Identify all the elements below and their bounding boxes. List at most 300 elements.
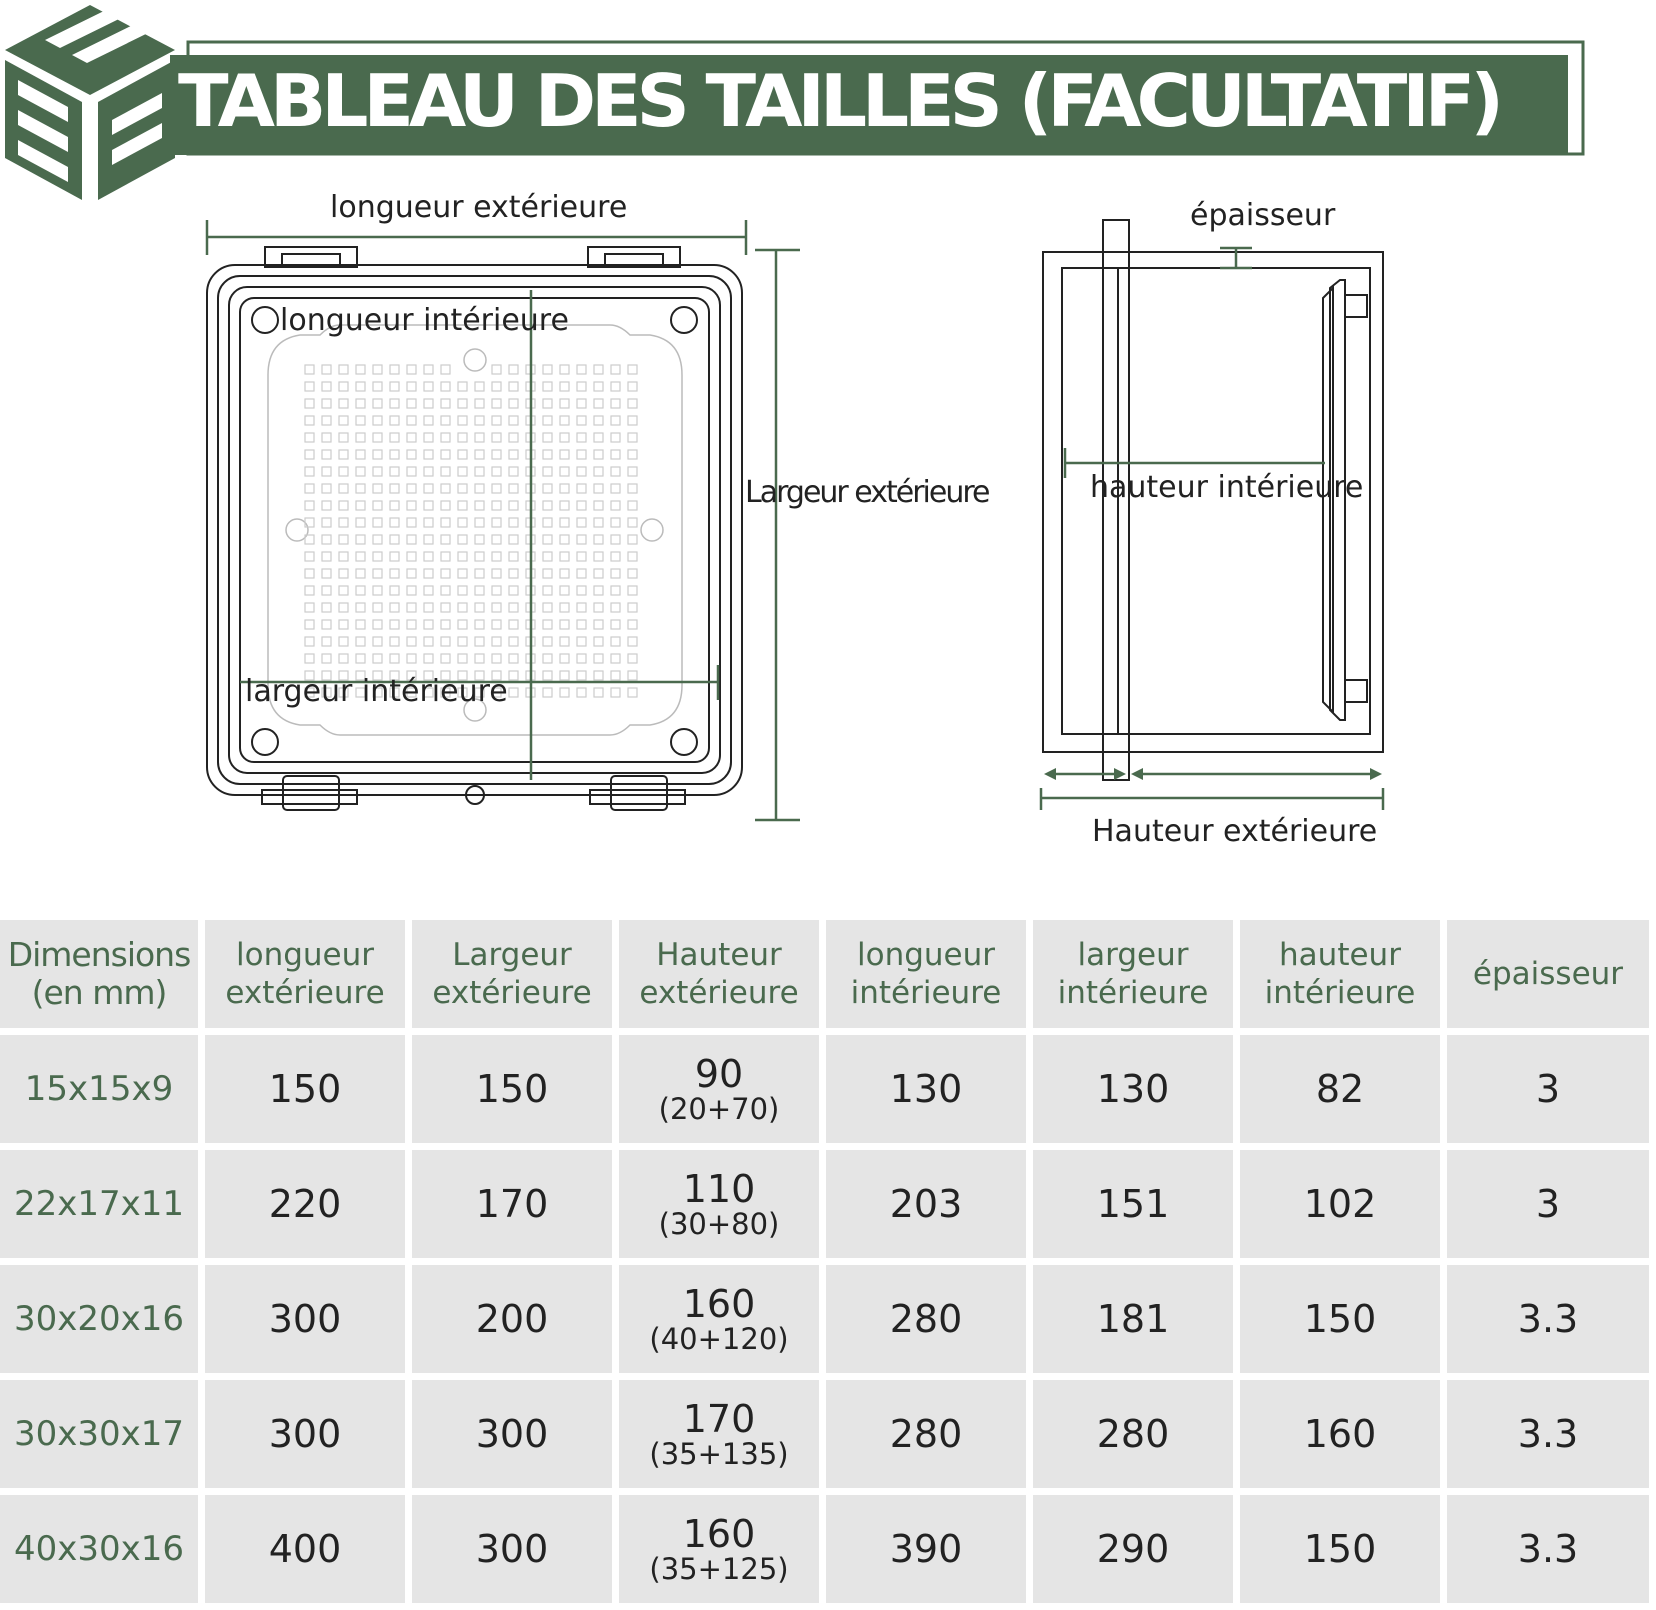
panel-grid-square [594, 501, 603, 510]
panel-grid-square [322, 416, 331, 425]
panel-grid-square [441, 365, 450, 374]
height-breakdown: (35+125) [649, 1552, 789, 1586]
panel-grid-square [594, 637, 603, 646]
cell-inner-height: 150 [1240, 1495, 1440, 1603]
cell-inner-height: 150 [1240, 1265, 1440, 1373]
panel-grid-square [339, 484, 348, 493]
panel-grid-square [509, 586, 518, 595]
panel-grid-square [577, 450, 586, 459]
cell-outer-height: 160 (35+125) [619, 1495, 819, 1603]
panel-grid-square [628, 484, 637, 493]
panel-grid-square [628, 518, 637, 527]
panel-grid-square [560, 603, 569, 612]
panel-grid-square [543, 518, 552, 527]
panel-grid-square [543, 450, 552, 459]
panel-grid-square [458, 586, 467, 595]
panel-grid-square [560, 637, 569, 646]
cell-inner-length: 280 [826, 1380, 1026, 1488]
panel-grid-square [356, 467, 365, 476]
panel-grid-square [458, 603, 467, 612]
panel-grid-square [407, 450, 416, 459]
panel-grid-square [458, 518, 467, 527]
panel-grid-square [373, 586, 382, 595]
panel-grid-square [509, 569, 518, 578]
panel-grid-square [594, 467, 603, 476]
panel-grid-square [390, 620, 399, 629]
panel-grid-square [407, 569, 416, 578]
panel-grid-square [543, 552, 552, 561]
panel-grid-square [441, 501, 450, 510]
panel-grid-square [611, 552, 620, 561]
panel-grid-square [509, 620, 518, 629]
cell-outer-width: 300 [412, 1380, 612, 1488]
panel-grid-square [390, 399, 399, 408]
panel-grid-square [509, 688, 518, 697]
panel-grid-square [492, 467, 501, 476]
panel-grid-square [339, 433, 348, 442]
panel-grid-square [356, 399, 365, 408]
height-breakdown: (20+70) [658, 1092, 780, 1126]
panel-grid-square [475, 620, 484, 629]
panel-grid-square [560, 688, 569, 697]
panel-grid-square [407, 382, 416, 391]
table-header-row [0, 920, 1649, 1028]
panel-grid-square [509, 552, 518, 561]
panel-grid-square [594, 518, 603, 527]
panel-grid-square [441, 586, 450, 595]
cell-dimensions: 22x17x11 [0, 1150, 198, 1258]
panel-grid-square [594, 552, 603, 561]
panel-grid-square [373, 450, 382, 459]
panel-grid-square [407, 365, 416, 374]
panel-grid-square [509, 671, 518, 680]
panel-grid-square [339, 399, 348, 408]
panel-grid-square [611, 399, 620, 408]
panel-grid-square [509, 433, 518, 442]
panel-grid-square [390, 382, 399, 391]
panel-grid-square [594, 603, 603, 612]
panel-grid-square [577, 399, 586, 408]
panel-grid-square [577, 603, 586, 612]
panel-grid-square [339, 365, 348, 374]
panel-grid-square [390, 654, 399, 663]
panel-grid-square [628, 688, 637, 697]
panel-grid-square [424, 620, 433, 629]
cell-inner-height: 160 [1240, 1380, 1440, 1488]
panel-grid-square [543, 365, 552, 374]
panel-grid-square [492, 535, 501, 544]
panel-grid-square [356, 416, 365, 425]
panel-grid-square [509, 535, 518, 544]
header-outer-length: longueur extérieure [205, 920, 405, 1028]
panel-grid-square [458, 569, 467, 578]
panel-grid-square [577, 484, 586, 493]
panel-grid-square [543, 399, 552, 408]
panel-grid-square [458, 416, 467, 425]
cell-outer-width: 300 [412, 1495, 612, 1603]
panel-grid-square [509, 484, 518, 493]
panel-grid-square [441, 552, 450, 561]
panel-grid-square [424, 535, 433, 544]
panel-grid-square [356, 569, 365, 578]
panel-grid-square [628, 382, 637, 391]
panel-grid-square [611, 603, 620, 612]
panel-grid-square [424, 416, 433, 425]
panel-grid-square [492, 603, 501, 612]
panel-grid-square [475, 501, 484, 510]
header-thickness: épaisseur [1447, 920, 1649, 1028]
panel-grid-square [509, 501, 518, 510]
panel-grid-square [628, 501, 637, 510]
panel-grid-square [577, 586, 586, 595]
panel-grid-square [628, 535, 637, 544]
label-outer-length: longueur extérieure [330, 190, 628, 225]
cell-outer-width: 170 [412, 1150, 612, 1258]
panel-grid-square [339, 535, 348, 544]
panel-grid-square [390, 416, 399, 425]
panel-grid-square [373, 382, 382, 391]
panel-grid-square [543, 416, 552, 425]
cell-dimensions: 40x30x16 [0, 1495, 198, 1603]
panel-grid-square [611, 450, 620, 459]
label-thickness: épaisseur [1190, 198, 1336, 233]
panel-grid-square [458, 552, 467, 561]
cell-outer-height: 170 (35+135) [619, 1380, 819, 1488]
cell-outer-length: 150 [205, 1035, 405, 1143]
cell-outer-height: 160 (40+120) [619, 1265, 819, 1373]
panel-grid-square [424, 450, 433, 459]
panel-grid-square [407, 552, 416, 561]
panel-grid-square [373, 518, 382, 527]
panel-grid-square [390, 433, 399, 442]
panel-grid-square [560, 552, 569, 561]
panel-grid-square [339, 467, 348, 476]
panel-grid-square [424, 501, 433, 510]
header-inner-height: hauteur intérieure [1240, 920, 1440, 1028]
panel-grid-square [373, 603, 382, 612]
panel-grid-square [356, 586, 365, 595]
table-row [0, 1265, 1649, 1373]
panel-grid-square [322, 586, 331, 595]
panel-grid-square [560, 654, 569, 663]
panel-grid-square [543, 484, 552, 493]
panel-grid-square [424, 586, 433, 595]
panel-grid-square [492, 416, 501, 425]
panel-grid-square [407, 433, 416, 442]
panel-grid-square [390, 450, 399, 459]
cell-inner-length: 203 [826, 1150, 1026, 1258]
panel-grid-square [594, 535, 603, 544]
panel-grid-square [373, 552, 382, 561]
panel-grid-square [356, 450, 365, 459]
cell-dimensions: 30x30x17 [0, 1380, 198, 1488]
panel-grid-square [577, 467, 586, 476]
panel-grid-square [560, 620, 569, 629]
panel-grid-square [322, 365, 331, 374]
panel-grid-square [628, 671, 637, 680]
panel-grid-square [305, 501, 314, 510]
table-row [0, 1035, 1649, 1143]
panel-grid-square [594, 433, 603, 442]
panel-grid-square [424, 484, 433, 493]
panel-grid-square [577, 620, 586, 629]
panel-grid-square [424, 552, 433, 561]
panel-grid-square [458, 535, 467, 544]
panel-grid-square [492, 382, 501, 391]
panel-grid-square [509, 518, 518, 527]
panel-grid-square [407, 399, 416, 408]
panel-grid-square [305, 467, 314, 476]
label-inner-width: largeur intérieure [245, 674, 508, 709]
panel-grid-square [628, 433, 637, 442]
panel-grid-square [305, 450, 314, 459]
panel-grid-square [390, 467, 399, 476]
panel-grid-square [475, 535, 484, 544]
panel-grid-square [407, 518, 416, 527]
cell-outer-width: 150 [412, 1035, 612, 1143]
panel-grid-square [356, 433, 365, 442]
panel-grid-square [424, 433, 433, 442]
panel-grid-square [509, 603, 518, 612]
panel-grid-square [543, 654, 552, 663]
panel-grid-square [390, 603, 399, 612]
panel-grid-square [441, 654, 450, 663]
panel-grid-square [373, 399, 382, 408]
panel-grid-square [611, 518, 620, 527]
panel-grid-square [577, 552, 586, 561]
panel-grid-square [339, 552, 348, 561]
panel-grid-square [305, 484, 314, 493]
cell-inner-height: 82 [1240, 1035, 1440, 1143]
cell-inner-width: 280 [1033, 1380, 1233, 1488]
panel-grid-square [543, 535, 552, 544]
panel-grid-square [373, 637, 382, 646]
panel-grid-square [424, 518, 433, 527]
cell-outer-length: 220 [205, 1150, 405, 1258]
panel-grid-square [407, 654, 416, 663]
panel-grid-square [322, 620, 331, 629]
panel-grid-square [594, 569, 603, 578]
cell-inner-width: 151 [1033, 1150, 1233, 1258]
panel-grid-square [373, 484, 382, 493]
panel-grid-square [594, 688, 603, 697]
panel-grid-square [475, 467, 484, 476]
panel-grid-square [577, 654, 586, 663]
cell-outer-length: 400 [205, 1495, 405, 1603]
panel-grid-square [339, 569, 348, 578]
panel-grid-square [560, 569, 569, 578]
panel-grid-square [577, 382, 586, 391]
panel-grid-square [594, 382, 603, 391]
panel-grid-square [560, 365, 569, 374]
panel-grid-square [560, 467, 569, 476]
panel-grid-square [611, 433, 620, 442]
cell-outer-height: 90 (20+70) [619, 1035, 819, 1143]
cell-inner-width: 290 [1033, 1495, 1233, 1603]
panel-grid-square [373, 501, 382, 510]
panel-grid-square [509, 637, 518, 646]
panel-grid-square [543, 637, 552, 646]
panel-grid-square [322, 382, 331, 391]
panel-grid-square [305, 433, 314, 442]
panel-grid-square [390, 501, 399, 510]
panel-grid-square [475, 569, 484, 578]
panel-grid-square [577, 535, 586, 544]
panel-grid-square [628, 467, 637, 476]
panel-grid-square [356, 484, 365, 493]
panel-grid-square [339, 637, 348, 646]
panel-grid-square [322, 450, 331, 459]
panel-grid-square [611, 501, 620, 510]
panel-grid-square [492, 433, 501, 442]
panel-grid-square [560, 382, 569, 391]
panel-grid-square [390, 569, 399, 578]
panel-grid-square [492, 501, 501, 510]
height-breakdown: (35+135) [649, 1437, 789, 1471]
panel-grid-square [373, 433, 382, 442]
panel-grid-square [560, 535, 569, 544]
panel-grid-square [322, 654, 331, 663]
panel-grid-square [628, 620, 637, 629]
panel-grid-square [611, 688, 620, 697]
panel-grid-square [628, 399, 637, 408]
panel-grid-square [577, 671, 586, 680]
panel-grid-square [322, 399, 331, 408]
panel-grid-square [373, 569, 382, 578]
panel-grid-square [543, 467, 552, 476]
panel-grid-square [356, 518, 365, 527]
panel-grid-square [611, 416, 620, 425]
panel-grid-square [339, 416, 348, 425]
panel-grid-square [322, 467, 331, 476]
panel-grid-square [441, 535, 450, 544]
panel-grid-square [509, 467, 518, 476]
panel-grid-square [594, 620, 603, 629]
panel-grid-square [509, 399, 518, 408]
panel-grid-square [458, 637, 467, 646]
panel-grid-square [424, 399, 433, 408]
panel-grid-square [390, 484, 399, 493]
panel-grid-square [407, 484, 416, 493]
panel-grid-square [492, 484, 501, 493]
panel-grid-square [577, 518, 586, 527]
panel-grid-square [441, 467, 450, 476]
panel-grid-square [543, 603, 552, 612]
panel-grid-square [339, 586, 348, 595]
label-inner-length: longueur intérieure [280, 303, 569, 338]
panel-grid-square [594, 399, 603, 408]
panel-grid-square [577, 569, 586, 578]
panel-grid-square [441, 433, 450, 442]
panel-grid-square [628, 637, 637, 646]
panel-grid-square [543, 586, 552, 595]
panel-grid-square [560, 450, 569, 459]
panel-grid-square [577, 416, 586, 425]
panel-grid-square [305, 552, 314, 561]
panel-grid-square [594, 416, 603, 425]
panel-grid-square [322, 433, 331, 442]
height-breakdown: (40+120) [649, 1322, 789, 1356]
panel-grid-square [441, 620, 450, 629]
panel-grid-square [594, 586, 603, 595]
panel-grid-square [475, 450, 484, 459]
panel-grid-square [628, 416, 637, 425]
cell-thickness: 3 [1447, 1150, 1649, 1258]
panel-grid-square [305, 382, 314, 391]
panel-grid-square [441, 450, 450, 459]
cell-outer-width: 200 [412, 1265, 612, 1373]
panel-grid-square [611, 467, 620, 476]
panel-grid-square [390, 552, 399, 561]
panel-grid-square [543, 382, 552, 391]
panel-grid-square [458, 433, 467, 442]
panel-grid-square [424, 603, 433, 612]
panel-grid-square [407, 620, 416, 629]
height-breakdown: (30+80) [658, 1207, 780, 1241]
panel-grid-square [356, 654, 365, 663]
panel-grid-square [305, 637, 314, 646]
panel-grid-square [356, 603, 365, 612]
panel-grid-square [373, 654, 382, 663]
panel-grid-square [458, 450, 467, 459]
panel-grid-square [611, 586, 620, 595]
cell-outer-length: 300 [205, 1380, 405, 1488]
panel-grid-square [577, 365, 586, 374]
panel-grid-square [373, 535, 382, 544]
panel-grid-square [475, 433, 484, 442]
header-outer-width: Largeur extérieure [412, 920, 612, 1028]
panel-grid-square [475, 399, 484, 408]
cell-inner-width: 181 [1033, 1265, 1233, 1373]
panel-grid-square [594, 365, 603, 374]
panel-grid-square [475, 382, 484, 391]
panel-grid-square [458, 484, 467, 493]
panel-grid-square [509, 450, 518, 459]
header-inner-length: longueur intérieure [826, 920, 1026, 1028]
panel-grid-square [509, 365, 518, 374]
panel-grid-square [356, 501, 365, 510]
panel-grid-square [322, 569, 331, 578]
panel-grid-square [305, 603, 314, 612]
panel-grid-square [492, 365, 501, 374]
panel-grid-square [611, 671, 620, 680]
panel-grid-square [356, 365, 365, 374]
cell-dimensions: 30x20x16 [0, 1265, 198, 1373]
cell-inner-height: 102 [1240, 1150, 1440, 1258]
header-dimensions: Dimensions (en mm) [0, 920, 198, 1028]
header-outer-height: Hauteur extérieure [619, 920, 819, 1028]
panel-grid-square [322, 603, 331, 612]
panel-grid-square [611, 620, 620, 629]
panel-grid-square [475, 518, 484, 527]
panel-grid-square [577, 501, 586, 510]
panel-grid-square [492, 620, 501, 629]
panel-grid-square [322, 501, 331, 510]
panel-grid-square [628, 586, 637, 595]
cell-inner-length: 390 [826, 1495, 1026, 1603]
panel-grid-square [339, 450, 348, 459]
panel-grid-square [424, 382, 433, 391]
cell-outer-length: 300 [205, 1265, 405, 1373]
panel-grid-square [509, 654, 518, 663]
panel-grid-square [611, 535, 620, 544]
panel-grid-square [560, 484, 569, 493]
panel-grid-square [356, 552, 365, 561]
panel-grid-square [339, 620, 348, 629]
panel-grid-square [492, 654, 501, 663]
cell-thickness: 3.3 [1447, 1380, 1649, 1488]
panel-grid-square [407, 603, 416, 612]
